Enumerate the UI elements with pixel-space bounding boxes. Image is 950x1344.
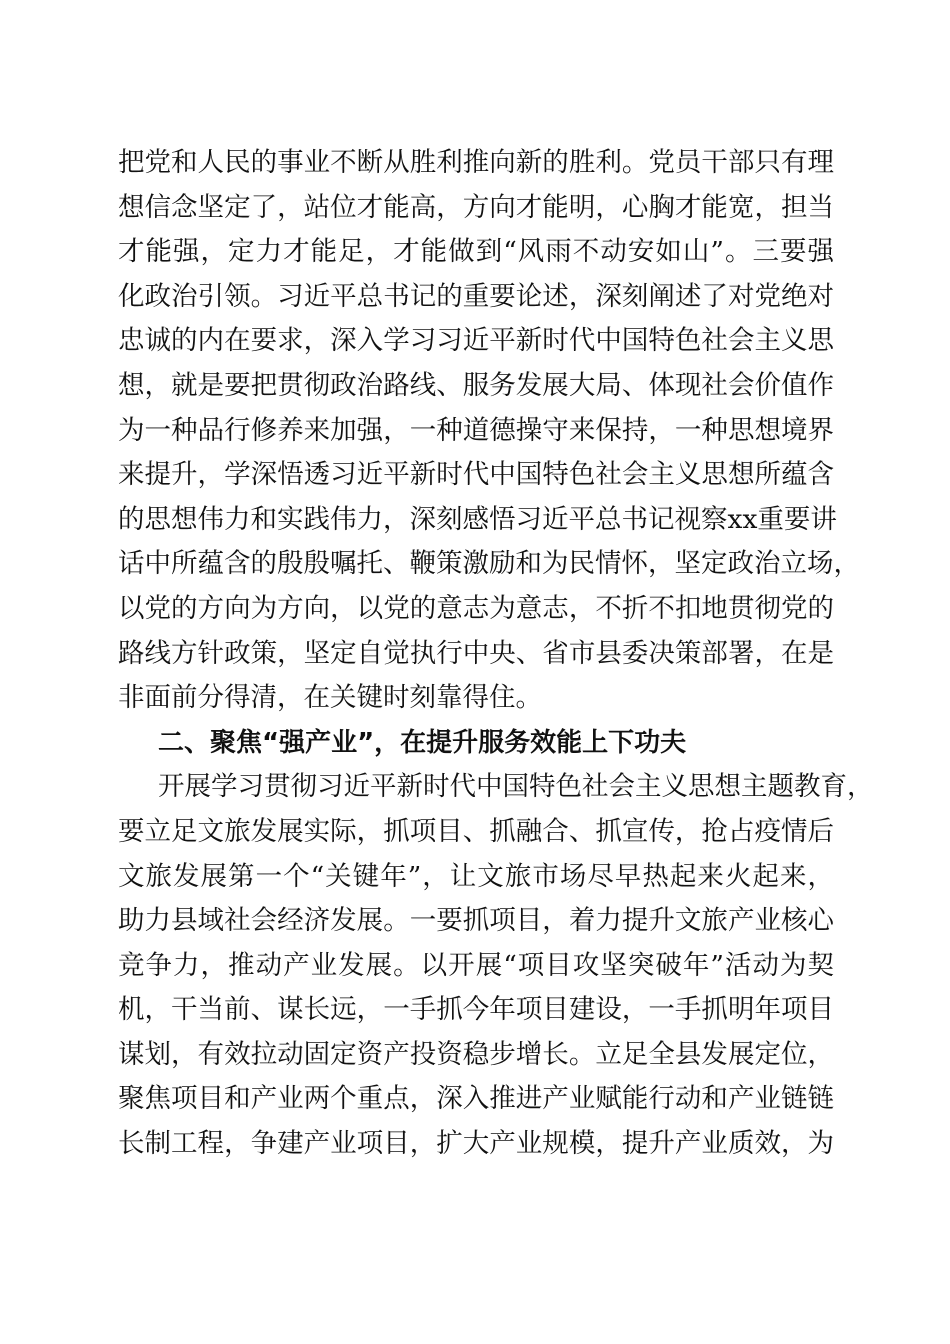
paragraph-line: 以党的方向为方向，以党的意志为意志，不折不扣地贯彻党的 xyxy=(118,592,834,624)
paragraph-line: 助力县域社会经济发展。一要抓项目，着力提升文旅产业核心 xyxy=(118,905,834,937)
paragraph-line: 文旅发展第一个“关键年”，让文旅市场尽早热起来火起来， xyxy=(118,860,834,892)
document-body xyxy=(118,141,874,1167)
paragraph-line: 忠诚的内在要求，深入学习习近平新时代中国特色社会主义思 xyxy=(118,325,834,357)
paragraph-line: 来提升，学深悟透习近平新时代中国特色社会主义思想所蕴含 xyxy=(118,459,834,491)
paragraph-line: 长制工程，争建产业项目，扩大产业规模，提升产业质效，为 xyxy=(118,1128,834,1160)
paragraph-line: 谋划，有效拉动固定资产投资稳步增长。立足全县发展定位， xyxy=(118,1038,834,1070)
paragraph-line: 聚焦项目和产业两个重点，深入推进产业赋能行动和产业链链 xyxy=(118,1083,834,1115)
paragraph-line: 想，就是要把贯彻政治路线、服务发展大局、体现社会价值作 xyxy=(118,369,834,401)
paragraph-line: 为一种品行修养来加强，一种道德操守来保持，一种思想境界 xyxy=(118,414,834,446)
paragraph-line: 非面前分得清，在关键时刻靠得住。 xyxy=(118,682,542,714)
section-heading: 二、聚焦“强产业”，在提升服务效能上下功夫 xyxy=(158,727,687,758)
paragraph-line: 想信念坚定了，站位才能高，方向才能明，心胸才能宽，担当 xyxy=(118,191,834,223)
paragraph-line: 路线方针政策，坚定自觉执行中央、省市县委决策部署，在是 xyxy=(118,637,834,669)
paragraph-line: 机，干当前、谋长远，一手抓今年项目建设，一手抓明年项目 xyxy=(118,994,834,1026)
paragraph-line: 竞争力，推动产业发展。以开展“项目攻坚突破年”活动为契 xyxy=(118,949,834,981)
paragraph-line: 的思想伟力和实践伟力，深刻感悟习近平总书记视察xx重要讲 xyxy=(118,503,837,535)
paragraph-line: 要立足文旅发展实际，抓项目、抓融合、抓宣传，抢占疫情后 xyxy=(118,815,834,847)
paragraph-line: 开展学习贯彻习近平新时代中国特色社会主义思想主题教育， xyxy=(158,771,874,803)
paragraph-line: 化政治引领。习近平总书记的重要论述，深刻阐述了对党绝对 xyxy=(118,280,834,312)
paragraph-line: 话中所蕴含的殷殷嘱托、鞭策激励和为民情怀，坚定政治立场， xyxy=(118,548,860,580)
paragraph-line: 才能强，定力才能足，才能做到“风雨不动安如山”。三要强 xyxy=(118,236,834,268)
paragraph-line: 把党和人民的事业不断从胜利推向新的胜利。党员干部只有理 xyxy=(118,147,834,178)
